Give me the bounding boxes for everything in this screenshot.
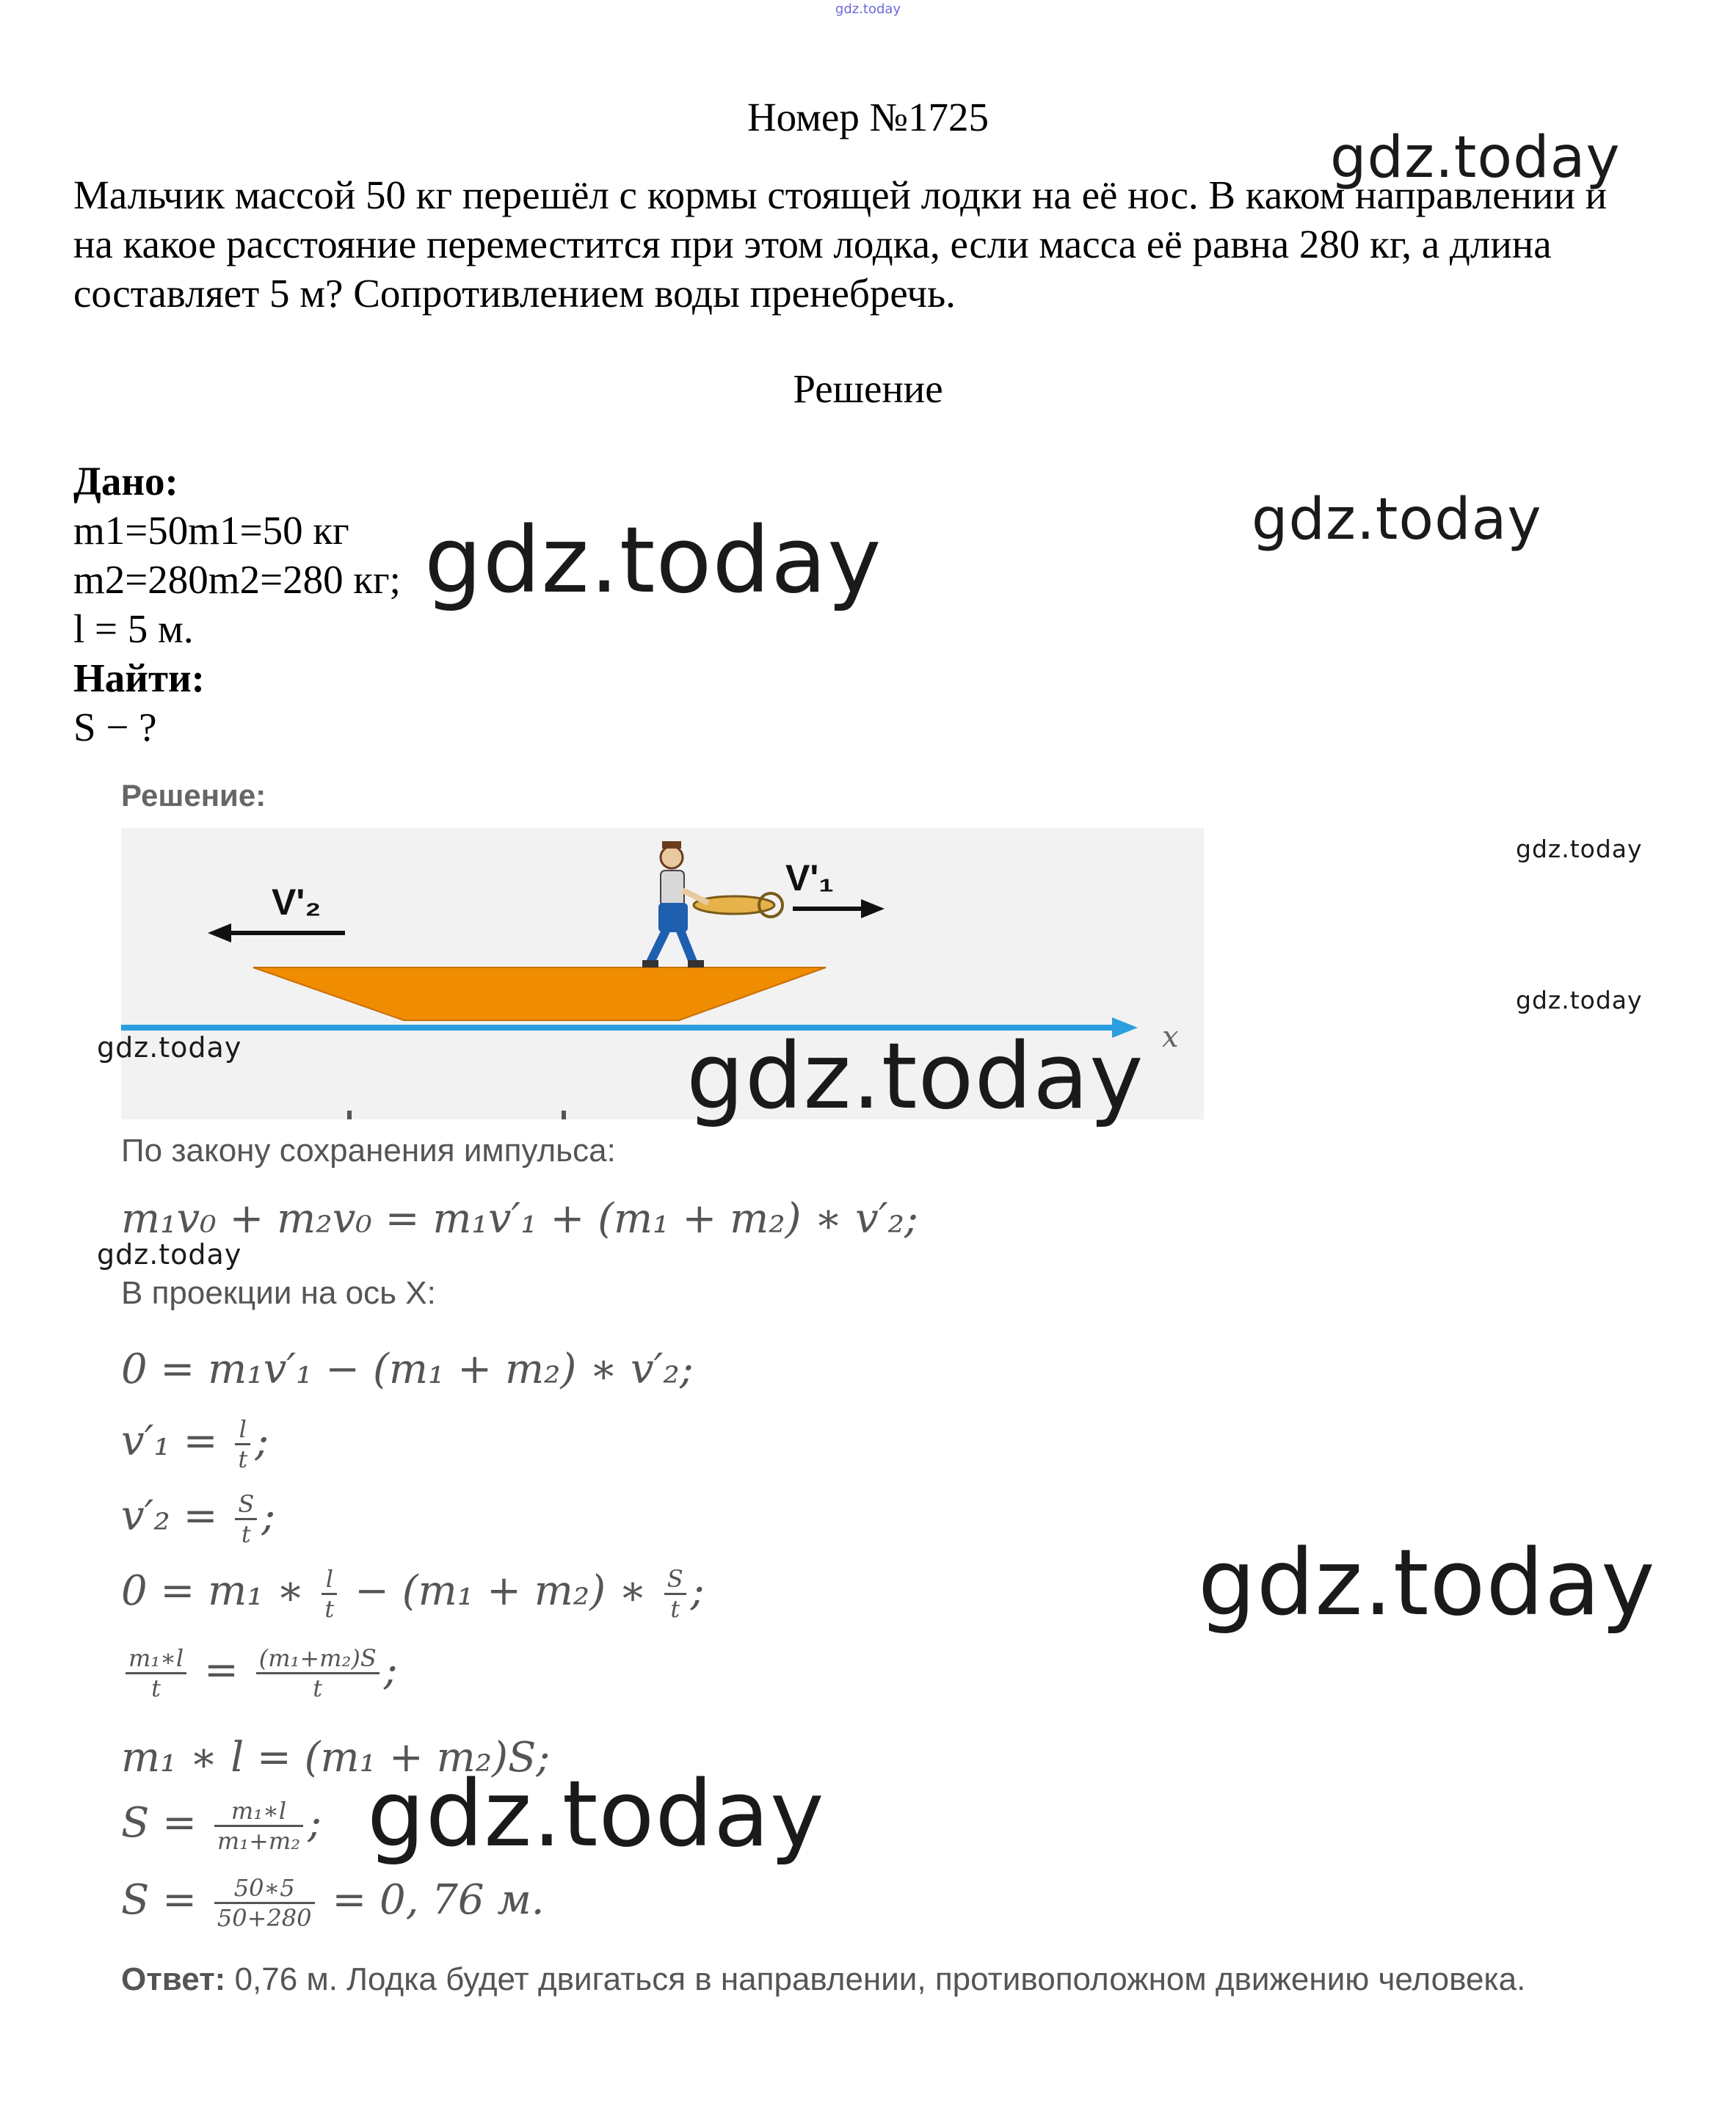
equation-8 [121,1874,545,1932]
given-line: m2=280m2=280 кг; [73,557,401,602]
solution-label: Решение: [121,778,266,813]
fraction-numerator: l [322,1565,337,1595]
task-text: Мальчик массой 50 кг перешёл с кормы стоящей лодки на её нос. В каком направлении и на какое расстояние переместится при этом лодка, если масса её равна 280 кг, а длина составляет 5 м? Сопротивлением воды пренебречь. [73,172,1608,316]
diagram-mark [347,1111,352,1119]
equation-5: $\frac{\text{m₁∗l}}{t}$ = $\frac{\text{(m₁+m₂)S}}{t}$ ; [121,1644,398,1702]
law-label: По закону сохранения импульса: [121,1133,616,1169]
given-line: l = 5 м. [73,606,194,651]
diagram-mark [562,1111,566,1119]
equation-2: v′₁ = $\frac{l}{t}$ ; [121,1415,269,1473]
fraction-numerator: l [235,1415,250,1445]
v1-arrow-head [861,899,885,918]
fraction-denominator: 50+280 [217,1904,312,1932]
equation-momentum: m₁v₀ + m₂v₀ = m₁v′₁ + (m₁ + m₂) ∗ v′₂; [121,1195,918,1243]
answer [121,1961,1525,1998]
equation-6: m₁ ∗ l = (m₁ + m₂)S; [121,1734,551,1781]
equation-8-lhs: S = [121,1876,197,1924]
watermark: gdz.today [686,1024,1144,1130]
fraction [235,1490,257,1548]
v2-label: V'₂ [272,882,322,923]
watermark: gdz.today [1516,986,1643,1014]
watermark: gdz.today [97,1031,242,1064]
boat-shape [253,967,826,1020]
header-watermark: gdz.today [835,1,901,17]
v2-arrow-head [208,923,231,942]
fraction-numerator: m₁∗l [126,1644,186,1674]
equals-sign: = [203,1646,239,1694]
given-line: m1=50m1=50 кг [73,508,349,553]
watermark: gdz.today [97,1238,242,1271]
watermark: gdz.today [1252,487,1542,553]
watermark: gdz.today [1330,125,1621,191]
equation-3: v′₂ = $\frac{S}{t}$ ; [121,1490,276,1548]
fraction-denominator: t [313,1674,323,1702]
x-axis-label: x [1162,1020,1179,1054]
given-block [73,457,401,752]
fraction-numerator: S [664,1565,686,1595]
fraction [235,1415,250,1473]
equation-3-lhs: v′₂ = [121,1492,218,1540]
fraction [214,1874,315,1932]
fraction-numerator: S [235,1490,257,1520]
given-label: Дано: [73,459,178,504]
find-line: S − ? [73,705,157,749]
fraction [322,1565,337,1623]
fraction-denominator: t [670,1595,680,1623]
equation-4-part: − (m₁ + m₂) ∗ [355,1567,647,1615]
equation-7: S = $\frac{\text{m₁∗l}}{\text{m₁+m₂}}$ ; [121,1797,322,1855]
equation-8-rhs: = 0, 76 м. [332,1876,545,1924]
fraction [126,1644,186,1702]
equation-1: 0 = m₁v′₁ − (m₁ + m₂) ∗ v′₂; [121,1345,694,1393]
equation-4-part: 0 = m₁ ∗ [121,1567,305,1615]
fraction [214,1797,303,1855]
fraction [256,1644,379,1702]
fraction [664,1565,686,1623]
answer-text: 0,76 м. Лодка будет двигаться в направлении, противоположном движению человека. [234,1961,1526,1997]
fraction-denominator: t [324,1595,335,1623]
fraction-denominator: m₁+m₂ [217,1827,301,1855]
find-label: Найти: [73,655,205,700]
boy-figure [642,841,782,967]
fraction-numerator: (m₁+m₂)S [256,1644,379,1674]
fraction-denominator: t [151,1674,161,1702]
fraction-numerator: 50∗5 [214,1874,315,1904]
projection-label: В проекции на ось X: [121,1275,436,1311]
fraction-denominator: t [241,1520,251,1548]
equation-7-lhs: S = [121,1799,197,1847]
answer-label: Ответ: [121,1961,226,1997]
equation-4: 0 = m₁ ∗ $\frac{l}{t}$ − (m₁ + m₂) ∗ $\frac{S}{t}$ ; [121,1565,705,1623]
watermark: gdz.today [367,1762,825,1867]
fraction-numerator: m₁∗l [214,1797,303,1827]
fraction-denominator: t [238,1445,248,1473]
v1-label: V'₁ [785,857,834,898]
watermark: gdz.today [1198,1530,1656,1636]
watermark: gdz.today [424,508,882,614]
solution-heading: Решение [793,366,943,411]
equation-2-lhs: v′₁ = [121,1417,218,1465]
page-title: Номер №1725 [747,95,989,139]
watermark: gdz.today [1516,835,1643,863]
